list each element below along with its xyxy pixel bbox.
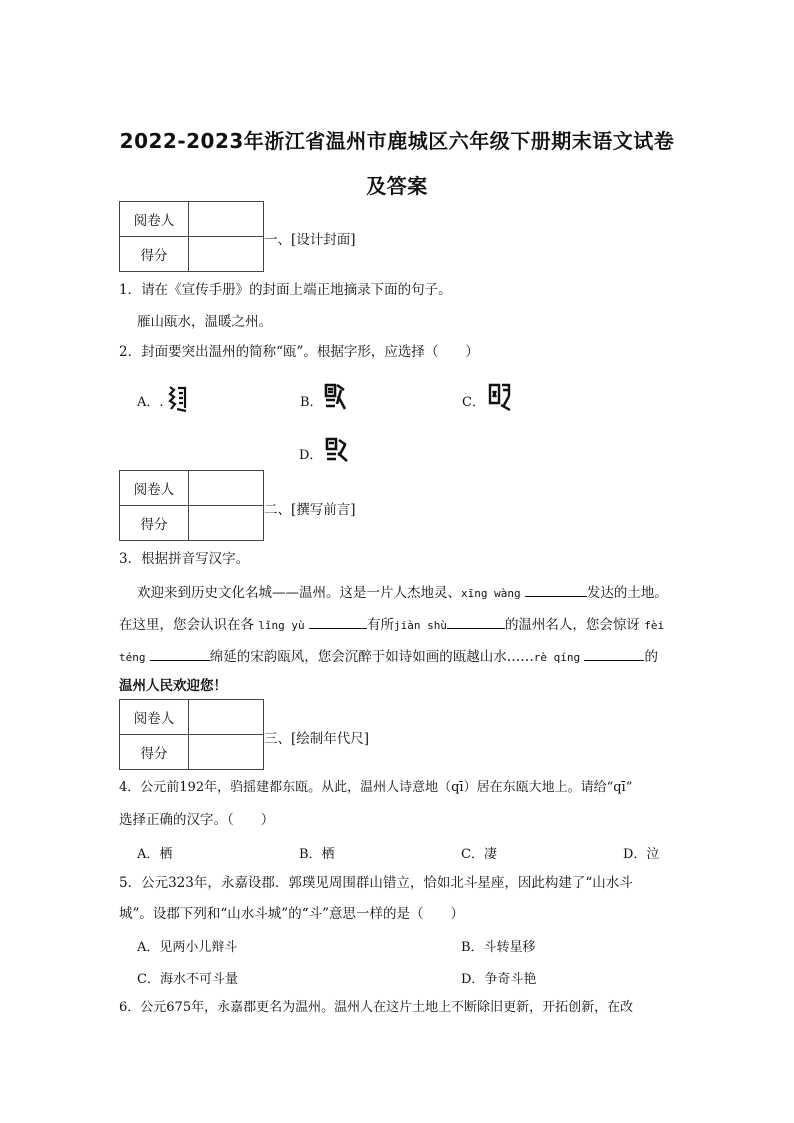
- option-c[interactable]: C．凄: [461, 847, 497, 862]
- question-3-paragraph: [137, 582, 668, 603]
- score-label: 得分: [120, 735, 189, 770]
- answer-blank[interactable]: [309, 614, 367, 629]
- seal-glyph-d: [324, 435, 350, 463]
- score-cell[interactable]: [189, 237, 264, 272]
- passage-text: 的: [644, 649, 658, 665]
- question-1-content: 雁山瓯水，温暖之州。: [137, 314, 272, 330]
- reviewer-label: 阅卷人: [120, 471, 189, 506]
- page-title: 2022-2023年浙江省温州市鹿城区六年级下册期末语文试卷: [119, 129, 675, 153]
- answer-blank[interactable]: [525, 582, 587, 597]
- seal-glyph-a: [166, 384, 188, 412]
- section-heading-3: 三、[绘制年代尺]: [264, 731, 370, 747]
- question-5-stem: 5．公元323年，永嘉设郡．郭璞见周围群山错立，恰如北斗星座，因此构建了“山水斗: [119, 875, 633, 891]
- pinyin-prompt: fèi: [644, 619, 665, 632]
- score-table: [119, 699, 264, 770]
- pinyin-prompt: rè qíng: [533, 651, 581, 664]
- option-a-label: A．.: [137, 395, 164, 410]
- option-d[interactable]: D．泣: [623, 847, 660, 862]
- option-d-label: D．: [299, 448, 323, 463]
- option-d[interactable]: D．争奇斗艳: [461, 972, 537, 987]
- question-5-stem-continued: 城”。设郡下列和“山水斗城”的“斗”意思一样的是（ ）: [119, 906, 465, 922]
- passage-text: 在这里，您会认识在各: [119, 617, 254, 633]
- reviewer-cell[interactable]: [189, 202, 264, 237]
- question-4-stem-continued: 选择正确的汉字。（ ）: [119, 812, 275, 828]
- option-b[interactable]: B．斗转星移: [461, 940, 536, 955]
- score-label: 得分: [120, 237, 189, 272]
- score-table: [119, 201, 264, 272]
- question-6-stem: 6．公元675年，永嘉郡更名为温州。温州人在这片土地上不断除旧更新，开拓创新，在改: [119, 1000, 634, 1015]
- question-4-stem: 4．公元前192年，驺摇建都东瓯。从此，温州人诗意地（qī）居在东瓯大地上。请给“qī”: [119, 780, 633, 795]
- passage-text: 的温州名人，您会惊讶: [504, 617, 640, 633]
- answer-blank[interactable]: [447, 614, 505, 629]
- question-2-stem: 2．封面要突出温州的简称“瓯”。根据字形，应选择（ ）: [119, 344, 479, 360]
- score-label: 得分: [120, 506, 189, 541]
- seal-glyph-c: [487, 381, 513, 413]
- passage-text: 绵延的宋韵瓯风，您会沉醉于如诗如画的瓯越山水……: [209, 649, 534, 665]
- question-1-stem: 1．请在《宣传手册》的封面上端正地摘录下面的句子。: [119, 282, 452, 298]
- option-c-label: C．: [462, 395, 485, 410]
- page-title-continued: 及答案: [366, 174, 428, 198]
- question-3-paragraph: [119, 614, 664, 635]
- question-3-stem: 3．根据拼音写汉字。: [119, 551, 250, 567]
- reviewer-label: 阅卷人: [120, 700, 189, 735]
- seal-glyph-b: [323, 382, 347, 412]
- pinyin-prompt: jiàn shù: [393, 619, 447, 632]
- passage-text: 欢迎来到历史文化名城——温州。这是一片人杰地灵、: [137, 585, 461, 601]
- passage-text: 发达的土地。: [586, 585, 668, 601]
- answer-blank[interactable]: [150, 646, 210, 661]
- question-3-closing: 温州人民欢迎您！: [119, 678, 227, 694]
- option-a[interactable]: A．栖: [137, 847, 173, 862]
- option-b[interactable]: B．栖: [299, 847, 335, 862]
- pinyin-prompt: téng: [119, 651, 146, 664]
- section-heading-2: 二、[撰写前言]: [264, 502, 356, 518]
- option-b-label: B．: [300, 395, 323, 410]
- question-3-paragraph: [119, 646, 658, 667]
- score-table: [119, 470, 264, 541]
- option-a[interactable]: A．见两小儿辩斗: [137, 940, 238, 955]
- pinyin-prompt: xīng wàng: [461, 587, 521, 600]
- section-heading-1: 一、[设计封面]: [264, 232, 356, 248]
- pinyin-prompt: lǐng yù: [258, 619, 305, 632]
- option-c[interactable]: C．海水不可斗量: [137, 972, 238, 987]
- passage-text: 有所: [366, 617, 394, 633]
- reviewer-cell[interactable]: [189, 700, 264, 735]
- reviewer-label: 阅卷人: [120, 202, 189, 237]
- answer-blank[interactable]: [584, 646, 644, 661]
- reviewer-cell[interactable]: [189, 471, 264, 506]
- score-cell[interactable]: [189, 735, 264, 770]
- score-cell[interactable]: [189, 506, 264, 541]
